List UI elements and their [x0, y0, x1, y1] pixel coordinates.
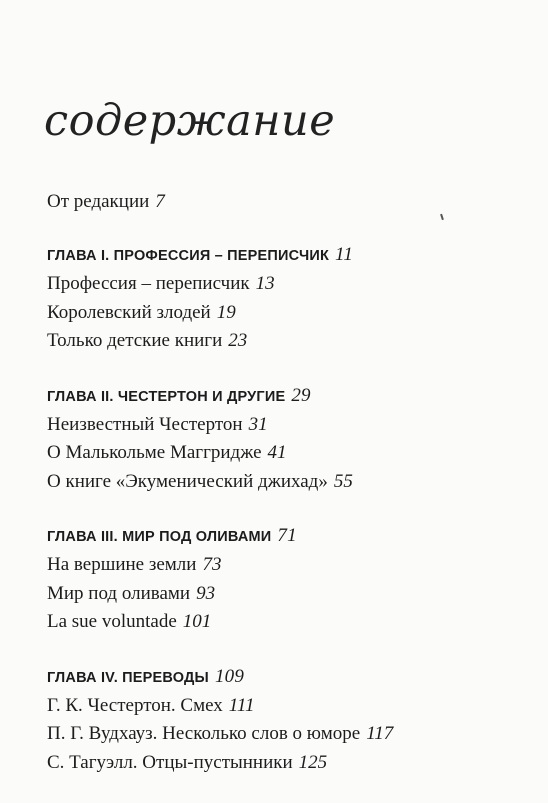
toc-entry-label: Мир под оливами	[47, 582, 191, 604]
chapter-heading	[47, 663, 517, 692]
toc-entry-label: От редакции	[47, 191, 150, 212]
toc-entry	[47, 439, 517, 468]
toc-entry	[47, 580, 517, 609]
toc-entry-label: На вершине земли	[47, 554, 197, 575]
toc-entry-page: 117	[366, 723, 394, 744]
chapter-heading-label: ГЛАВА IV. ПЕРЕВОДЫ	[47, 669, 209, 686]
toc-entry-page: 19	[216, 301, 236, 323]
toc-entry-page: 111	[228, 694, 255, 716]
toc-chapter-1	[47, 241, 517, 356]
toc-entry	[47, 720, 517, 749]
toc-entry-label: О книге «Экуменический джихад»	[47, 470, 328, 492]
chapter-heading-label: ГЛАВА II. ЧЕСТЕРТОН И ДРУГИЕ	[47, 388, 286, 405]
chapter-heading-page: 29	[291, 384, 311, 406]
toc-chapter-3	[47, 522, 517, 637]
toc-entry	[47, 468, 517, 497]
toc-entry	[47, 327, 517, 356]
toc-entry-label: Королевский злодей	[47, 301, 211, 323]
toc-entry	[47, 551, 517, 580]
chapter-heading-page: 71	[277, 525, 297, 546]
toc-entry-page: 31	[248, 413, 268, 435]
toc-entry-label: Неизвестный Честертон	[47, 413, 243, 435]
toc-entry-label: La sue voluntade	[47, 611, 177, 632]
toc-entry-label: С. Тагуэлл. Отцы-пустынники	[47, 751, 293, 773]
toc-entry-front	[47, 188, 517, 216]
toc-entry-label: П. Г. Вудхауз. Несколько слов о юморе	[47, 723, 361, 744]
toc-entry-page: 7	[155, 191, 165, 212]
table-of-contents	[47, 188, 517, 803]
chapter-heading-label: ГЛАВА III. МИР ПОД ОЛИВАМИ	[47, 529, 272, 545]
toc-entry-label: О Малькольме Маггридже	[47, 442, 262, 463]
toc-entry	[47, 270, 517, 299]
toc-entry	[47, 299, 517, 328]
toc-entry-page: 101	[182, 611, 212, 632]
chapter-heading	[47, 522, 517, 551]
toc-entry	[47, 411, 517, 440]
chapter-heading	[47, 382, 517, 411]
toc-entry-label: Г. К. Честертон. Смех	[47, 694, 223, 716]
toc-entry-page: 13	[255, 273, 275, 294]
chapter-heading-page: 11	[335, 244, 354, 265]
toc-entry	[47, 608, 517, 637]
toc-entry-label: Профессия – переписчик	[47, 273, 250, 294]
toc-entry	[47, 749, 517, 778]
toc-entry-page: 73	[202, 554, 222, 575]
toc-chapter-2	[47, 382, 517, 497]
toc-entry-page: 93	[196, 582, 216, 604]
toc-entry-label: Только детские книги	[47, 330, 223, 351]
toc-entry-page: 55	[333, 470, 353, 492]
toc-entry	[47, 692, 517, 721]
toc-entry-page: 41	[267, 442, 287, 463]
toc-chapter-4	[47, 663, 517, 778]
toc-entry-page: 23	[228, 330, 248, 351]
page-title: содержание	[44, 96, 336, 146]
chapter-heading-page: 109	[214, 665, 245, 687]
chapter-heading	[47, 241, 517, 270]
toc-entry-page: 125	[298, 751, 328, 773]
chapter-heading-label: ГЛАВА I. ПРОФЕССИЯ – ПЕРЕПИСЧИК	[47, 248, 330, 264]
